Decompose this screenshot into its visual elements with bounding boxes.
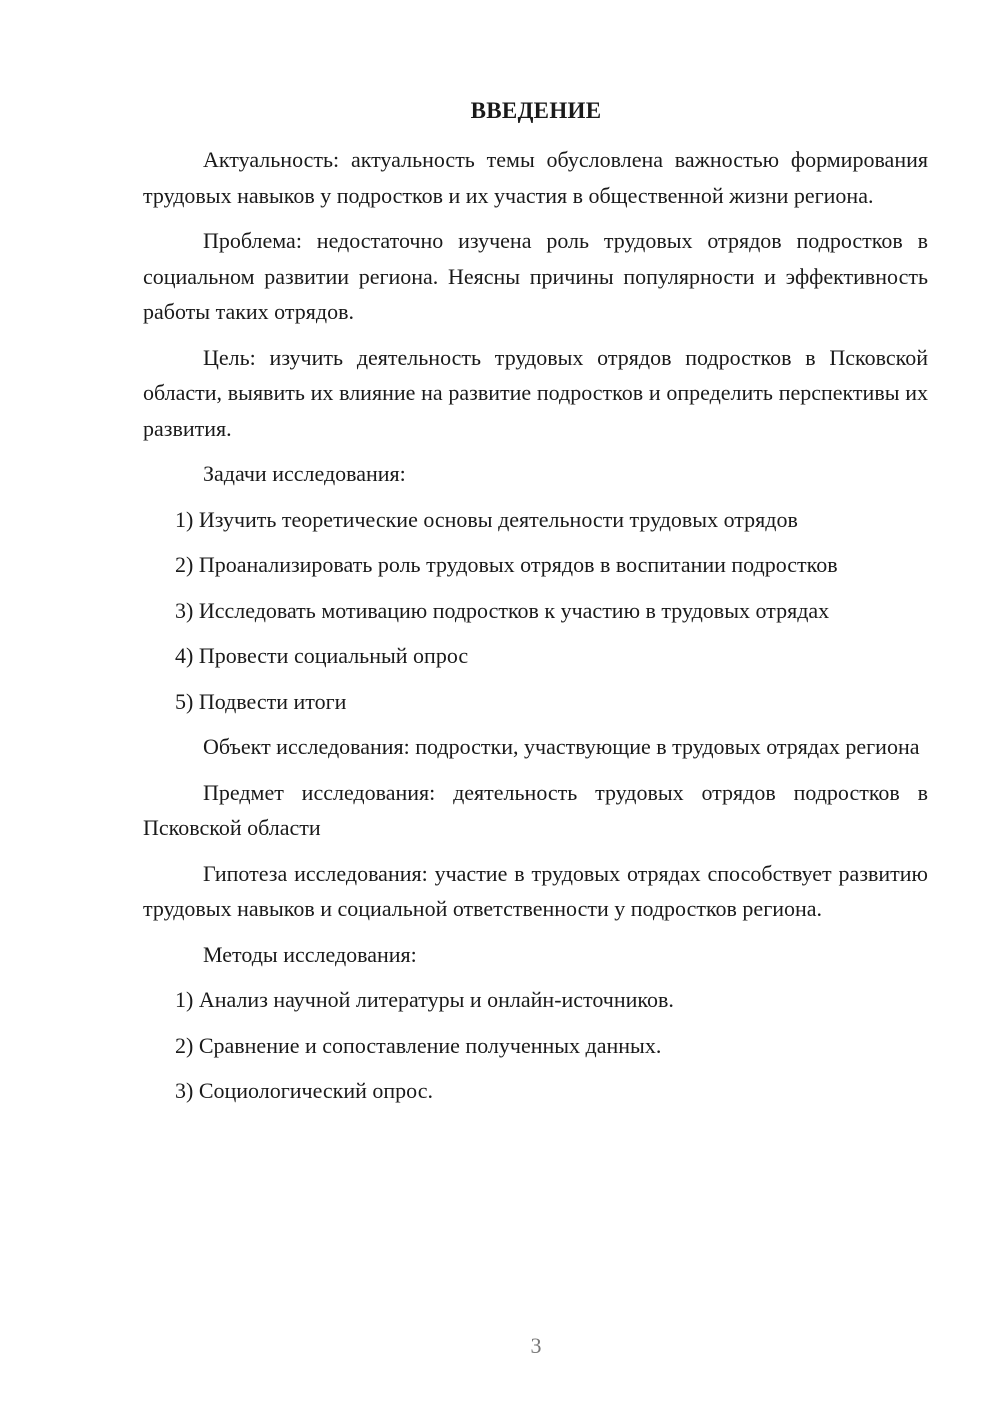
method-item: 2) Сравнение и сопоставление полученных данных. <box>175 1032 662 1058</box>
hypothesis-paragraph: Гипотеза исследования: участие в трудовых отрядах способствует развитию трудовых навыков и социальной ответственности у подростков региона. <box>143 860 928 921</box>
task-item: 1) Изучить теоретические основы деятельности трудовых отрядов <box>175 506 798 532</box>
task-item: 5) Подвести итоги <box>175 688 347 714</box>
page-title: ВВЕДЕНИЕ <box>470 98 602 123</box>
page-number: 3 <box>530 1333 542 1358</box>
task-item: 3) Исследовать мотивацию подростков к участию в трудовых отрядах <box>175 597 830 623</box>
methods-heading: Методы исследования: <box>203 941 417 967</box>
task-item: 4) Провести социальный опрос <box>175 643 469 668</box>
problem-paragraph: Проблема: недостаточно изучена роль трудовых отрядов подростков в социальном развитии региона. Неясны причины популярности и эффективность работы таких отрядов. <box>143 228 928 324</box>
method-item: 3) Социологический опрос. <box>175 1078 433 1103</box>
subject-paragraph: Предмет исследования: деятельность трудовых отрядов подростков в Псковской области <box>143 779 928 840</box>
method-item: 1) Анализ научной литературы и онлайн-источников. <box>175 987 674 1012</box>
task-item: 2) Проанализировать роль трудовых отрядов в воспитании подростков <box>175 552 838 577</box>
page-body <box>143 142 928 1119</box>
goal-paragraph: Цель: изучить деятельность трудовых отрядов подростков в Псковской области, выявить их влияние на развитие подростков и определить перспективы их развития. <box>143 344 928 441</box>
relevance-paragraph: Актуальность: актуальность темы обусловлена важностью формирования трудовых навыков у подростков и их участия в общественной жизни региона. <box>143 147 928 208</box>
tasks-heading: Задачи исследования: <box>203 461 406 486</box>
object-paragraph: Объект исследования: подростки, участвующие в трудовых отрядах региона <box>203 734 920 759</box>
